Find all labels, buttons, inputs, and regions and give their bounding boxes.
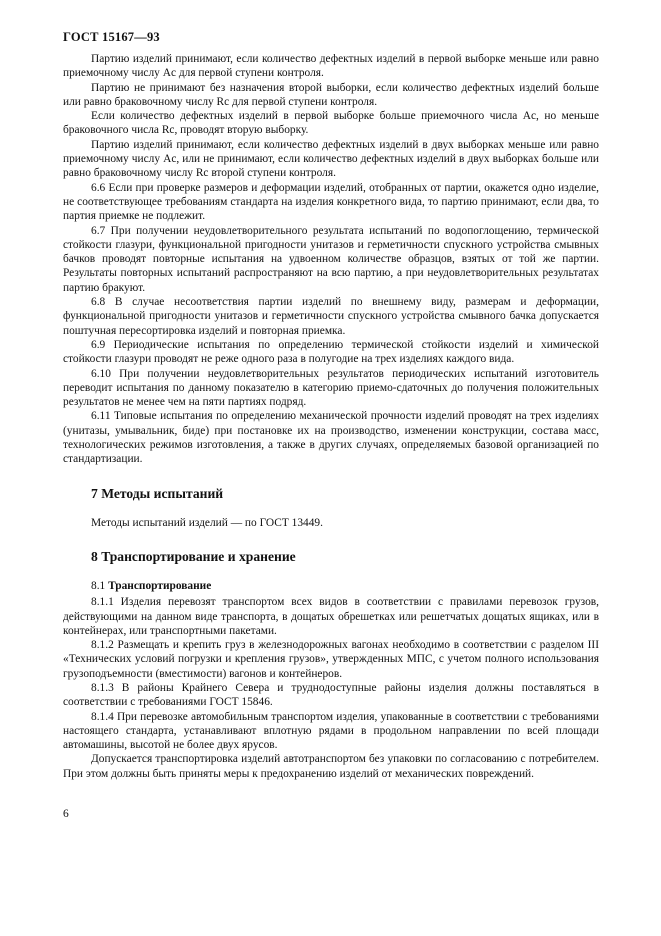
clause-8-1-4: 8.1.4 При перевозке автомобильным транспортом изделия, упакованные в соответствии с требованиями настоящего стандарта, устанавливают вплотную рядами в продольном направлении по всей площади автомашины, высотой не более двух ярусов. xyxy=(63,710,599,752)
section-8-heading: 8 Транспортирование и хранение xyxy=(91,548,296,564)
paragraph: Если количество дефектных изделий в первой выборке больше приемочного числа Ac, но меньше браковочного числа Rc, проводят вторую выборку. xyxy=(63,110,599,137)
section-7-heading: 7 Методы испытаний xyxy=(91,485,224,501)
clause-8-1-3: 8.1.3 В районы Крайнего Севера и труднодоступные районы изделия должны поставляться в соответствии с требованиями ГОСТ 15846. xyxy=(63,681,599,709)
document-header: ГОСТ 15167—93 xyxy=(63,30,160,44)
paragraph: Партию изделий принимают, если количество дефектных изделий в двух выборках меньше или равно приемочному числу Ac, или не принимают, если количество дефектных изделий в двух выборках больше или равно браковочному числу Rc второй ступени контроля. xyxy=(63,138,599,180)
subsection-title: Транспортирование xyxy=(108,579,212,592)
clause-6-10: 6.10 При получении неудовлетворительных результатов периодических испытаний изготовитель переводит испытания по данному показателю в категорию приемо-сдаточных до получения положительных результатов не менее чем на пяти партиях подряд. xyxy=(63,367,599,409)
document-body xyxy=(63,52,599,781)
clause-6-11: 6.11 Типовые испытания по определению механической прочности изделий проводят на трех изделиях (унитазы, умывальник, биде) при постановке их на производство, изменении конструкции, состава масс, технологических режимов изготовления, а также в других случаях, определяемых базовой организацией по стандартизации. xyxy=(63,410,599,466)
clause-6-7: 6.7 При получении неудовлетворительного результата испытаний по водопоглощению, термической стойкости глазури, функциональной пригодности унитазов и герметичности спускного устройства смывных бачков проводят повторные испытания на удвоенном количестве образцов, взятых от той же партии. Результаты повторных испытаний распространяют на всю партию, а при неудовлетворительных результатах партию бракуют. xyxy=(63,224,599,294)
paragraph: Допускается транспортировка изделий автотранспортом без упаковки по согласованию с потребителем. При этом должны быть приняты меры к предохранению изделий от механических повреждений. xyxy=(63,753,599,780)
clause-6-6: 6.6 Если при проверке размеров и деформации изделий, отобранных от партии, окажется одно изделие, не соответствующее требованиям стандарта на изделия конкретного вида, то партию принимают, если два, то партия приемке не подлежит. xyxy=(63,181,599,223)
paragraph: Партию не принимают без назначения второй выборки, если количество дефектных изделий больше или равно браковочному числу Rc для первой ступени контроля. xyxy=(63,81,599,108)
section-7-text: Методы испытаний изделий — по ГОСТ 13449. xyxy=(91,516,323,529)
paragraph: Партию изделий принимают, если количество дефектных изделий в первой выборке меньше или равно приемочному числу Ac для первой ступени контроля. xyxy=(63,53,599,80)
clause-8-1-2: 8.1.2 Размещать и крепить груз в железнодорожных вагонах необходимо в соответствии с разделом III «Технических условий погрузки и крепления грузов», утвержденных МПС, с учетом полного использования грузоподъемности (вместимости) вагонов и контейнеров. xyxy=(63,639,599,680)
clause-6-8: 6.8 В случае несоответствия партии изделий по внешнему виду, размерам и деформации, функциональной пригодности унитазов и герметичности спускного устройства смывного бачка допускается поштучная пересортировка изделий и повторная приемка. xyxy=(63,296,599,337)
clause-8-1-1: 8.1.1 Изделия перевозят транспортом всех видов в соответствии с правилами перевозок грузов, действующими на данном виде транспорта, в дощатых обрешетках или решетчатых дощатых ящиках, или в контейнерах, или транспортными пакетами. xyxy=(63,596,599,637)
subsection-number: 8.1 xyxy=(91,579,109,592)
subsection-8-1-title xyxy=(63,579,599,593)
page-number: 6 xyxy=(63,808,69,820)
clause-6-9: 6.9 Периодические испытания по определению термической стойкости изделий и химической стойкости глазури проводят не реже одного раза в полугодие на трех изделиях каждого вида. xyxy=(63,338,599,366)
